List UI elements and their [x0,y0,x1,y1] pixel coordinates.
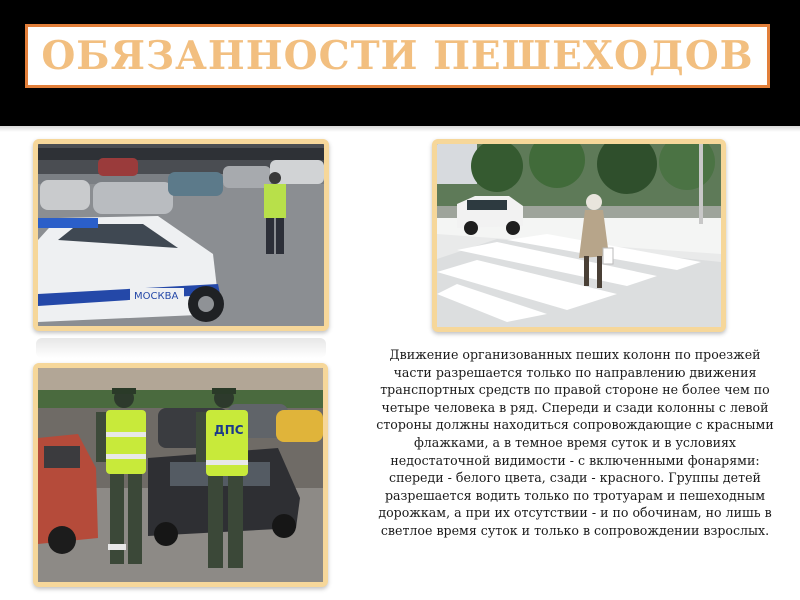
photo-police-car [33,139,329,331]
photo-reflection [36,338,326,358]
crosswalk-image [437,144,721,327]
photo-crosswalk [432,139,726,332]
slide-title: ОБЯЗАННОСТИ ПЕШЕХОДОВ [41,33,754,79]
title-band-shadow [0,126,800,132]
traffic-officers-image [38,368,323,582]
photo-traffic-officers [33,363,328,587]
title-box [25,24,770,88]
police-car-image [38,144,324,326]
body-text: Движение организованных пеших колонн по проезжей части разрешается только по направлению движения транспортных средств по правой стороне не более чем по четыре человека в ряд. Спереди и сзади колонны с левой стороны должны находиться сопровождающие с красными флажками, а в темное время суток и в условиях недостаточной видимости - с включенными фонарями: спереди - белого цвета, сзади - красного. Группы детей разрешается водить только по тротуарам и пешеходным дорожкам, а при их отсутствии - и по обочинам, но лишь в светлое время суток и только в сопровождении взрослых. [376,347,774,538]
vest-text: ДПС [214,423,244,437]
car-door-text: МОСКВА [134,291,179,302]
